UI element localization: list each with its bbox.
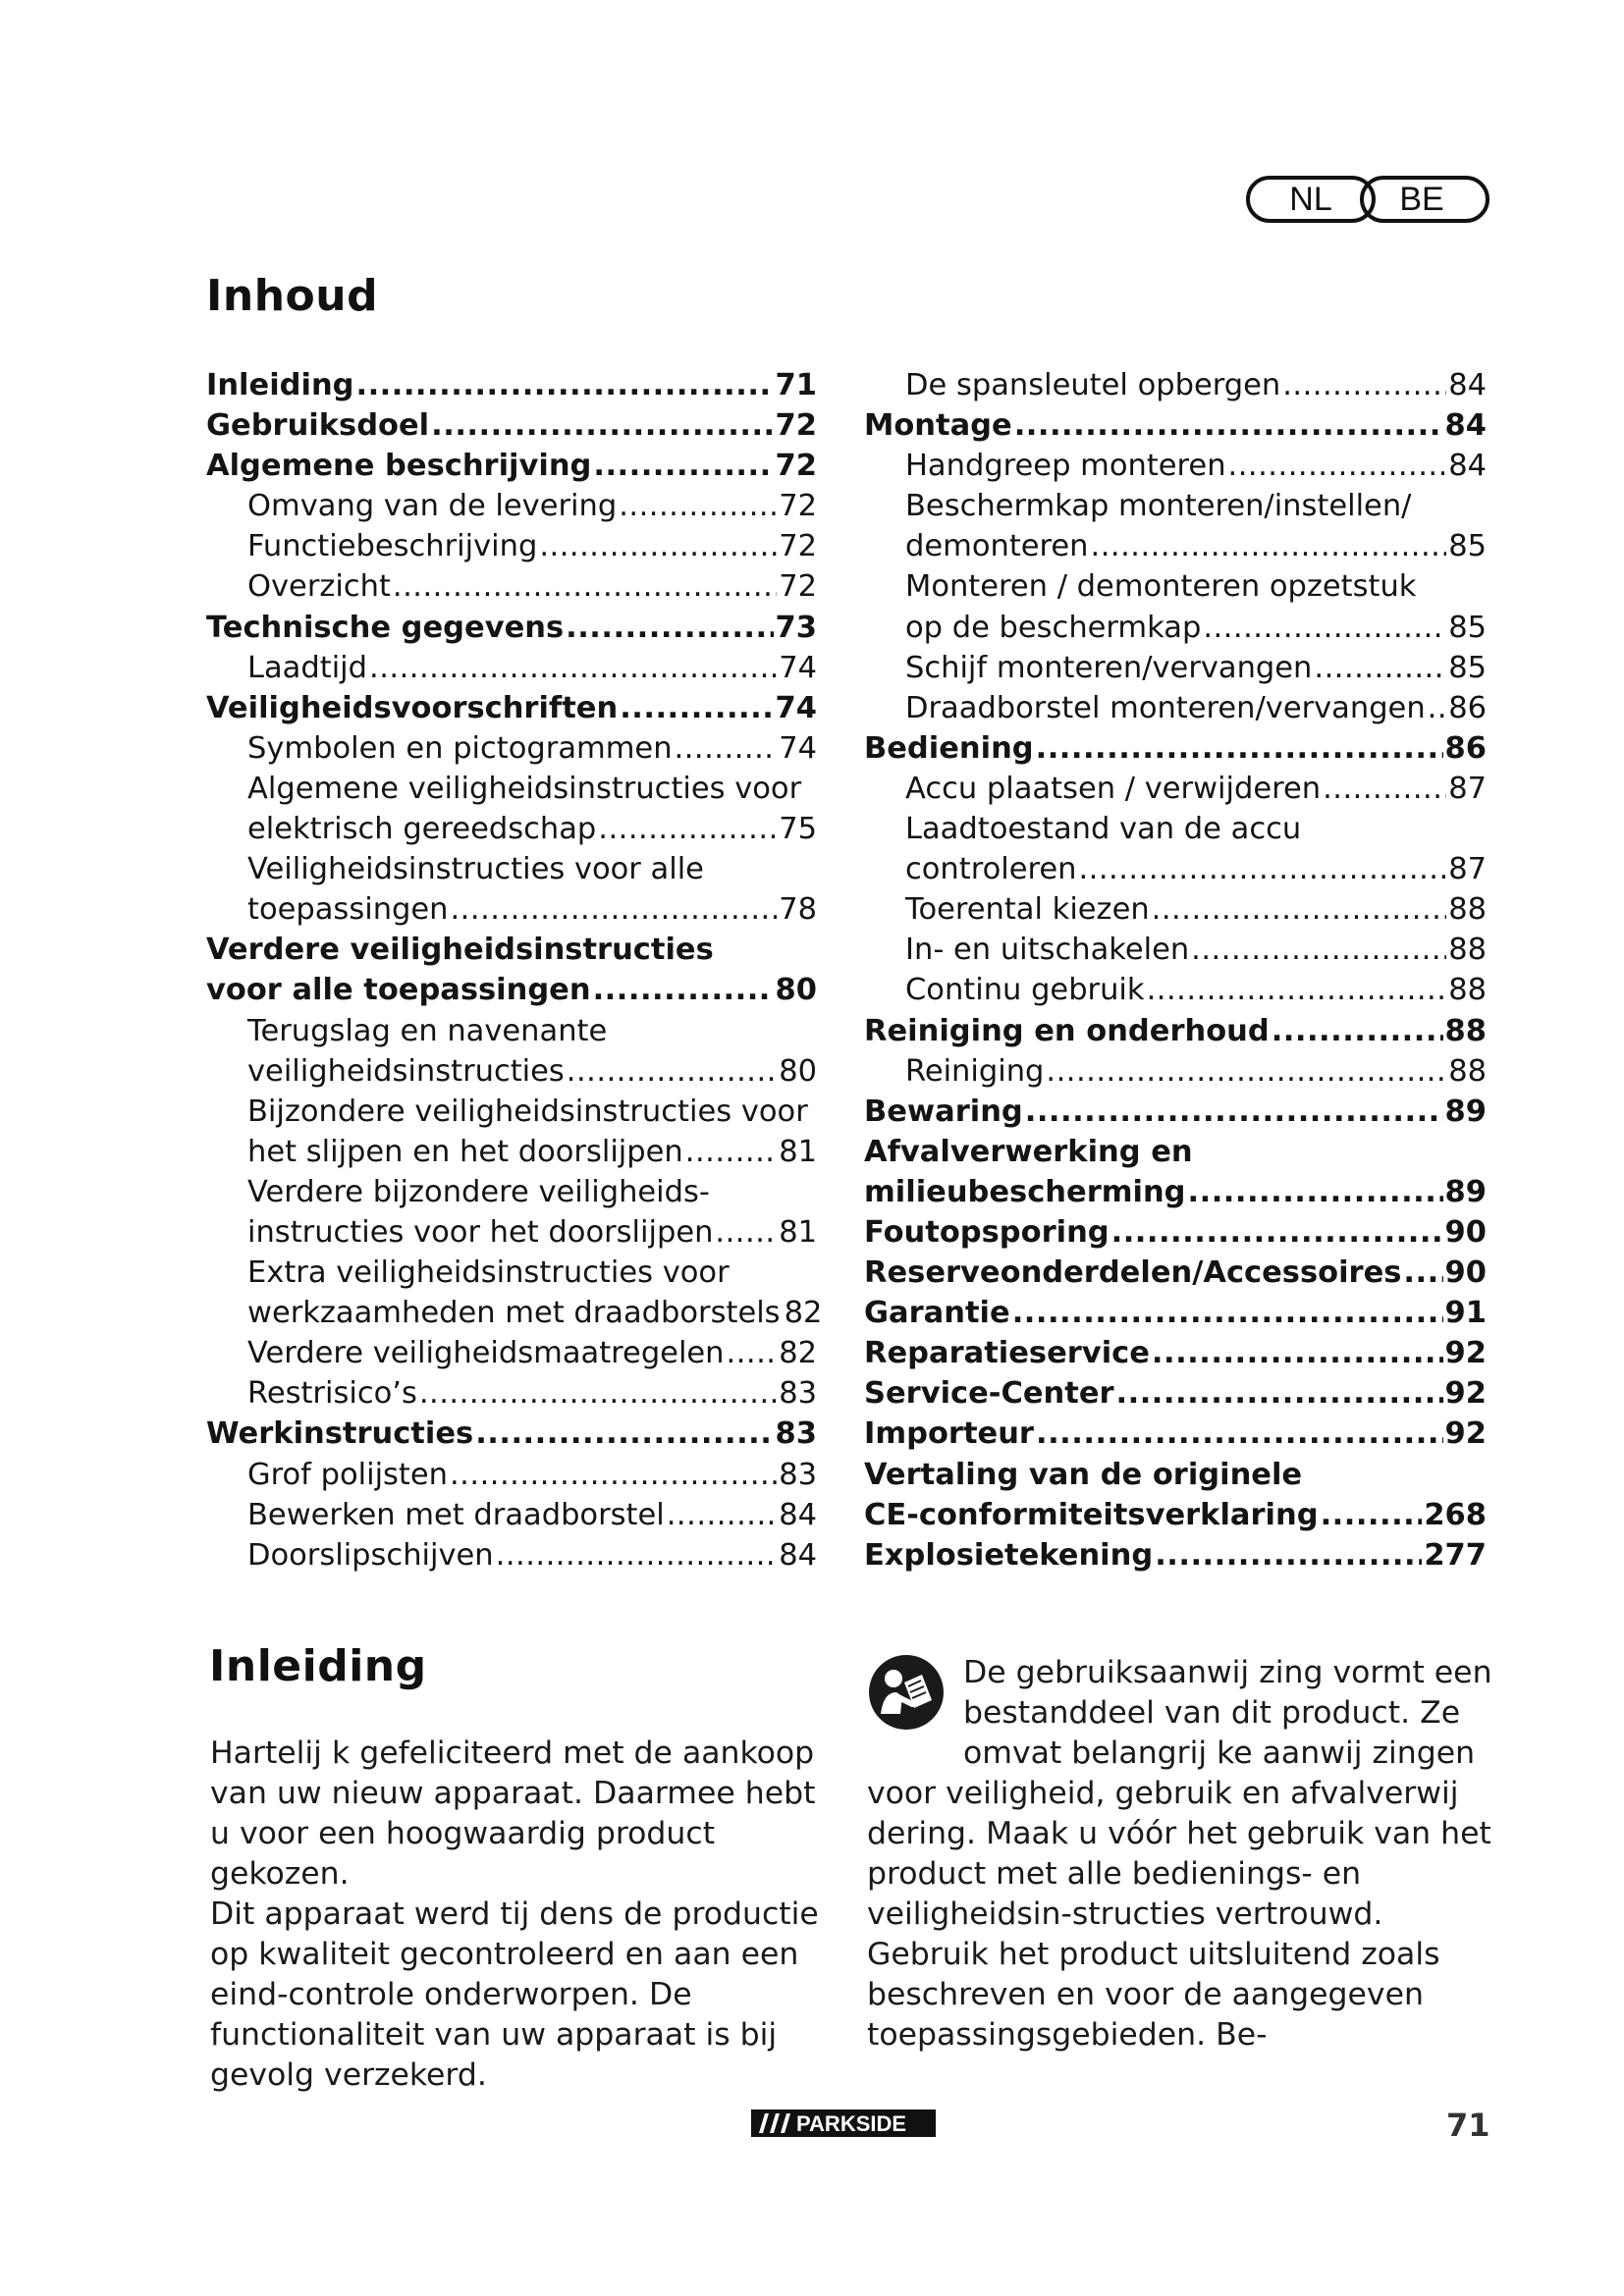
toc-entry-page: 72 (779, 489, 817, 524)
toc-leader-dots (727, 1333, 778, 1373)
toc-entry-title: Laadtoestand van de accu (905, 812, 1302, 847)
toc-entry-title: Reserveonderdelen/Accessoires (864, 1255, 1402, 1291)
toc-leader-dots (593, 446, 773, 486)
toc-leader-dots (566, 608, 773, 648)
toc-leader-dots (419, 1373, 777, 1414)
toc-leader-dots (620, 688, 773, 728)
toc-entry (206, 405, 817, 446)
toc-entry (864, 688, 1487, 728)
toc-entry-page: 89 (1444, 1094, 1487, 1129)
toc-entry (864, 1373, 1487, 1414)
toc-entry (864, 1132, 1487, 1172)
toc-entry-title: toepassingen (247, 892, 449, 928)
toc-entry-title: Functiebeschrijving (247, 529, 538, 564)
toc-entry-page: 84 (779, 1497, 817, 1532)
toc-entry-title: Reiniging en onderhoud (864, 1013, 1270, 1048)
toc-entry (206, 1092, 817, 1132)
toc-leader-dots (431, 405, 773, 446)
toc-entry (864, 1535, 1487, 1575)
toc-entry-page: 80 (775, 973, 817, 1008)
toc-entry-page: 75 (779, 812, 817, 847)
toc-leader-dots (369, 648, 777, 688)
toc-entry-title: Restrisico’s (247, 1376, 417, 1412)
toc-entry-page: 88 (1448, 1053, 1487, 1089)
toc-entry-title: demonteren (905, 529, 1089, 564)
badge-nl: NL (1289, 181, 1332, 218)
toc-entry (206, 1455, 817, 1495)
toc-entry (206, 566, 817, 607)
toc-entry (206, 446, 817, 486)
toc-entry (864, 486, 1487, 526)
toc-entry-title: milieubescherming (864, 1174, 1186, 1209)
toc-leader-dots (1272, 1011, 1443, 1051)
toc-leader-dots (450, 889, 777, 930)
toc-entry (206, 365, 817, 405)
intro-right-paragraph: De gebruiksaanwij zing vormt een bestanddeel van dit product. Ze omvat belangrij ke aanwij zingen voor veiligheid, gebruik en afvalverwij dering. Maak u vóór het gebruik van het product met alle bedienings- en veiligheidsin-structies vertrouwd. Gebruik het product uitsluitend zoals beschreven en voor de aangegeven toepassingsgebieden. Be- (867, 1655, 1492, 2053)
toc-entry (864, 1092, 1487, 1132)
intro-paragraph-1: Hartelij k gefeliciteerd met de aankoop van uw nieuw apparaat. Daarmee hebt u voor een hoogwaardig product gekozen. (210, 1735, 816, 1892)
toc-entry (864, 526, 1487, 566)
toc-leader-dots (1188, 1172, 1443, 1212)
toc-entry-page: 92 (1444, 1336, 1487, 1371)
toc-leader-dots (1046, 1051, 1446, 1092)
toc-entry-title: Veiligheidsinstructies voor alle (247, 852, 704, 887)
toc-entry-page: 92 (1444, 1416, 1487, 1452)
toc-entry (206, 849, 817, 889)
toc-leader-dots (567, 1051, 777, 1092)
toc-entry (206, 769, 817, 809)
toc-entry (206, 1495, 817, 1535)
toc-entry-page: 82 (779, 1336, 817, 1371)
toc-entry (206, 688, 817, 728)
toc-leader-dots (1191, 930, 1446, 970)
toc-leader-dots (619, 486, 777, 526)
toc-entry-title: De spansleutel opbergen (905, 368, 1281, 402)
toc-entry (206, 1293, 823, 1333)
toc-entry (864, 1051, 1487, 1092)
toc-leader-dots (1282, 365, 1446, 405)
toc-leader-dots (675, 728, 778, 769)
toc-entry-page: 87 (1448, 852, 1487, 887)
toc-entry (206, 970, 817, 1010)
toc-entry (864, 889, 1487, 930)
toc-entry (864, 1011, 1487, 1051)
toc-entry (864, 1495, 1487, 1535)
toc-entry-page: 86 (1444, 730, 1487, 766)
toc-entry-title: controleren (905, 852, 1077, 887)
toc-entry (864, 365, 1487, 405)
toc-entry-page: 84 (1448, 449, 1487, 484)
toc-entry-title: In- en uitschakelen (905, 933, 1190, 968)
badge-be: BE (1399, 181, 1444, 218)
language-badges-icon (1245, 175, 1490, 224)
toc-entry-page: 88 (1444, 1013, 1487, 1048)
toc-leader-dots (1155, 1535, 1422, 1575)
toc-entry (864, 1212, 1487, 1253)
toc-entry-title: Afvalverwerking en (864, 1134, 1193, 1169)
toc-entry-page: 85 (1448, 529, 1487, 564)
toc-entry-title: Reiniging (905, 1053, 1045, 1089)
toc-leader-dots (1428, 688, 1447, 728)
read-manual-icon (867, 1653, 946, 1732)
toc-entry (206, 486, 817, 526)
toc-entry (864, 1414, 1487, 1454)
toc-entry-page: 90 (1444, 1214, 1487, 1250)
language-badges (1245, 175, 1490, 224)
toc-entry-title: Extra veiligheidsinstructies voor (247, 1255, 730, 1291)
toc-leader-dots (685, 1132, 777, 1172)
toc-entry-title: voor alle toepassingen (206, 973, 591, 1008)
toc-entry (864, 1293, 1487, 1333)
toc-left-column (206, 365, 823, 1575)
toc-entry-title: Terugslag en navenante (247, 1013, 608, 1048)
toc-entry-page: 82 (784, 1296, 823, 1331)
toc-entry (864, 1172, 1487, 1212)
toc-leader-dots (1147, 970, 1447, 1010)
toc-entry-title: Overzicht (247, 569, 391, 605)
toc-entry-title: Continu gebruik (905, 973, 1145, 1008)
toc-leader-dots (450, 1455, 777, 1495)
page-number: 71 (1446, 2107, 1490, 2144)
toc-leader-dots (667, 1495, 777, 1535)
toc-entry (206, 526, 817, 566)
toc-leader-dots (356, 365, 774, 405)
toc-leader-dots (1025, 1092, 1443, 1132)
intro-left-text (210, 1734, 839, 2096)
toc-entry-title: Beschermkap monteren/instellen/ (905, 489, 1412, 524)
toc-entry-title: Toerental kiezen (905, 892, 1150, 928)
toc-entry-title: Bijzondere veiligheidsinstructies voor (247, 1094, 808, 1129)
toc-leader-dots (1078, 849, 1446, 889)
toc-entry (864, 405, 1487, 446)
toc-entry-page: 85 (1448, 650, 1487, 685)
toc-leader-dots (1036, 728, 1443, 769)
toc-entry (864, 728, 1487, 769)
toc-entry-page: 84 (1448, 368, 1487, 402)
toc-entry-title: Montage (864, 408, 1012, 444)
toc-entry-title: Foutopsporing (864, 1214, 1110, 1250)
toc-entry-title: Verdere veiligheidsmaatregelen (247, 1336, 725, 1371)
toc-entry-page: 80 (779, 1053, 817, 1089)
toc-entry (864, 566, 1487, 607)
toc-entry-page: 72 (775, 408, 817, 444)
toc-entry (206, 809, 817, 849)
intro-title: Inleiding (209, 1641, 427, 1691)
toc-entry (206, 1172, 817, 1212)
toc-entry-title: Bewerken met draadborstel (247, 1497, 665, 1532)
toc-entry-page: 74 (779, 650, 817, 685)
toc-entry-title: veiligheidsinstructies (247, 1053, 565, 1089)
toc-leader-dots (475, 1414, 773, 1454)
toc-entry (864, 970, 1487, 1010)
toc-entry-page: 88 (1448, 973, 1487, 1008)
toc-entry-title: elektrisch gereedschap (247, 812, 597, 847)
toc-leader-dots (715, 1212, 777, 1253)
toc-entry-title: Laadtijd (247, 650, 367, 685)
toc-entry-title: Algemene veiligheidsinstructies voor (247, 771, 802, 806)
toc-leader-dots (1403, 1253, 1442, 1293)
toc-entry (864, 930, 1487, 970)
toc-entry (864, 769, 1487, 809)
toc-entry-page: 72 (775, 449, 817, 484)
toc-leader-dots (1111, 1212, 1443, 1253)
toc-leader-dots (539, 526, 777, 566)
toc-entry-title: Monteren / demonteren opzetstuk (905, 569, 1417, 605)
toc-entry-title: Algemene beschrijving (206, 449, 592, 484)
toc-entry-page: 81 (779, 1134, 817, 1169)
toc-entry-title: Inleiding (206, 368, 354, 402)
toc-entry-page: 78 (779, 892, 817, 928)
toc-entry-page: 83 (775, 1416, 817, 1452)
toc-entry-page: 84 (1444, 408, 1487, 444)
toc-entry-title: Omvang van de levering (247, 489, 618, 524)
toc-right-column (864, 365, 1487, 1575)
toc-entry-page: 84 (779, 1537, 817, 1573)
toc-entry (206, 1414, 817, 1454)
toc-entry (206, 1333, 817, 1373)
toc-entry (206, 1011, 817, 1051)
toc-leader-dots (598, 809, 777, 849)
toc-entry (864, 809, 1487, 849)
toc-entry (206, 608, 817, 648)
toc-entry-page: 90 (1444, 1255, 1487, 1291)
toc-entry (206, 1253, 817, 1293)
toc-entry-page: 89 (1444, 1174, 1487, 1209)
toc-leader-dots (1116, 1373, 1443, 1414)
toc-entry-page: 83 (779, 1376, 817, 1412)
toc-entry-title: Schijf monteren/vervangen (905, 650, 1313, 685)
toc-entry-page: 88 (1448, 933, 1487, 968)
toc-entry-title: Grof polijsten (247, 1457, 448, 1492)
toc-entry-page: 72 (779, 529, 817, 564)
toc-entry-title: Symbolen en pictogrammen (247, 730, 673, 766)
toc-entry (206, 1373, 817, 1414)
toc-leader-dots (1203, 608, 1446, 648)
toc-entry-title: CE-conformiteitsverklaring (864, 1497, 1319, 1532)
toc-leader-dots (1152, 889, 1447, 930)
toc-entry-page: 87 (1448, 771, 1487, 806)
toc-entry-title: Bewaring (864, 1094, 1023, 1129)
parkside-logo (751, 2109, 936, 2137)
toc-entry (864, 446, 1487, 486)
toc-entry (206, 648, 817, 688)
toc-entry-page: 86 (1448, 690, 1487, 725)
toc-entry (206, 1212, 817, 1253)
intro-right-text (867, 1653, 1495, 2056)
brand-text: PARKSIDE (796, 2111, 907, 2136)
toc-leader-dots (1012, 1293, 1443, 1333)
toc-entry-page: 72 (779, 569, 817, 605)
toc-leader-dots (1036, 1414, 1443, 1454)
toc-entry (864, 1333, 1487, 1373)
toc-entry (206, 1535, 817, 1575)
toc-entry-title: instructies voor het doorslijpen (247, 1214, 714, 1250)
toc-entry-title: Veiligheidsvoorschriften (206, 690, 619, 725)
toc-entry-page: 74 (779, 730, 817, 766)
toc-entry-title: Verdere bijzondere veiligheids- (247, 1174, 710, 1209)
toc-entry-title: Handgreep monteren (905, 449, 1226, 484)
toc-entry-title: Explosietekening (864, 1537, 1154, 1573)
toc-entry-title: op de beschermkap (905, 610, 1202, 645)
toc-entry-page: 73 (775, 610, 817, 645)
toc-entry-title: Werkinstructies (206, 1416, 474, 1452)
toc-entry-title: Draadborstel monteren/vervangen (905, 690, 1426, 725)
intro-paragraph-2: Dit apparaat werd tij dens de productie op kwaliteit gecontroleerd en aan een eind-controle onderworpen. De functionaliteit van uw apparaat is bij gevolg verzekerd. (210, 1896, 819, 2093)
toc-entry-page: 91 (1444, 1296, 1487, 1331)
toc-entry-page: 85 (1448, 610, 1487, 645)
toc-entry-title: Technische gegevens (206, 610, 565, 645)
toc-title: Inhoud (206, 271, 379, 321)
toc-entry (206, 1051, 817, 1092)
toc-entry-page: 92 (1444, 1376, 1487, 1412)
toc-leader-dots (593, 970, 774, 1010)
toc-entry-page: 81 (779, 1214, 817, 1250)
toc-leader-dots (1014, 405, 1443, 446)
toc-entry (864, 849, 1487, 889)
toc-entry-title: Importeur (864, 1416, 1034, 1452)
toc-entry (206, 1132, 817, 1172)
toc-entry-title: werkzaamheden met draadborstels (247, 1296, 781, 1331)
toc-entry (206, 930, 817, 970)
toc-entry (864, 1455, 1487, 1495)
toc-entry-title: Vertaling van de originele (864, 1457, 1303, 1492)
toc-entry-title: Reparatieservice (864, 1336, 1150, 1371)
toc-leader-dots (393, 566, 777, 607)
toc-leader-dots (1321, 1495, 1423, 1535)
toc-entry-title: Doorslipschijven (247, 1537, 494, 1573)
toc-entry-title: Verdere veiligheidsinstructies (206, 933, 714, 968)
toc-leader-dots (1323, 769, 1446, 809)
toc-entry-title: Accu plaatsen / verwijderen (905, 771, 1322, 806)
toc-entry (864, 1253, 1487, 1293)
toc-leader-dots (1091, 526, 1447, 566)
toc-entry-page: 74 (775, 690, 817, 725)
toc-entry (864, 608, 1487, 648)
toc-entry-page: 71 (775, 368, 817, 402)
toc-leader-dots (1152, 1333, 1443, 1373)
toc-entry-page: 277 (1424, 1537, 1487, 1573)
toc-entry-page: 268 (1424, 1497, 1487, 1532)
toc-entry (864, 648, 1487, 688)
toc-entry-title: Gebruiksdoel (206, 408, 430, 444)
toc-leader-dots (1228, 446, 1447, 486)
toc-entry-title: Garantie (864, 1296, 1010, 1331)
toc-entry-title: Service-Center (864, 1376, 1114, 1412)
toc-leader-dots (496, 1535, 778, 1575)
toc-entry-title: Bediening (864, 730, 1034, 766)
toc-entry (206, 889, 817, 930)
toc-entry-title: het slijpen en het doorslijpen (247, 1134, 683, 1169)
toc-entry (206, 728, 817, 769)
toc-entry-page: 83 (779, 1457, 817, 1492)
toc-leader-dots (1314, 648, 1446, 688)
toc-entry-page: 88 (1448, 892, 1487, 928)
